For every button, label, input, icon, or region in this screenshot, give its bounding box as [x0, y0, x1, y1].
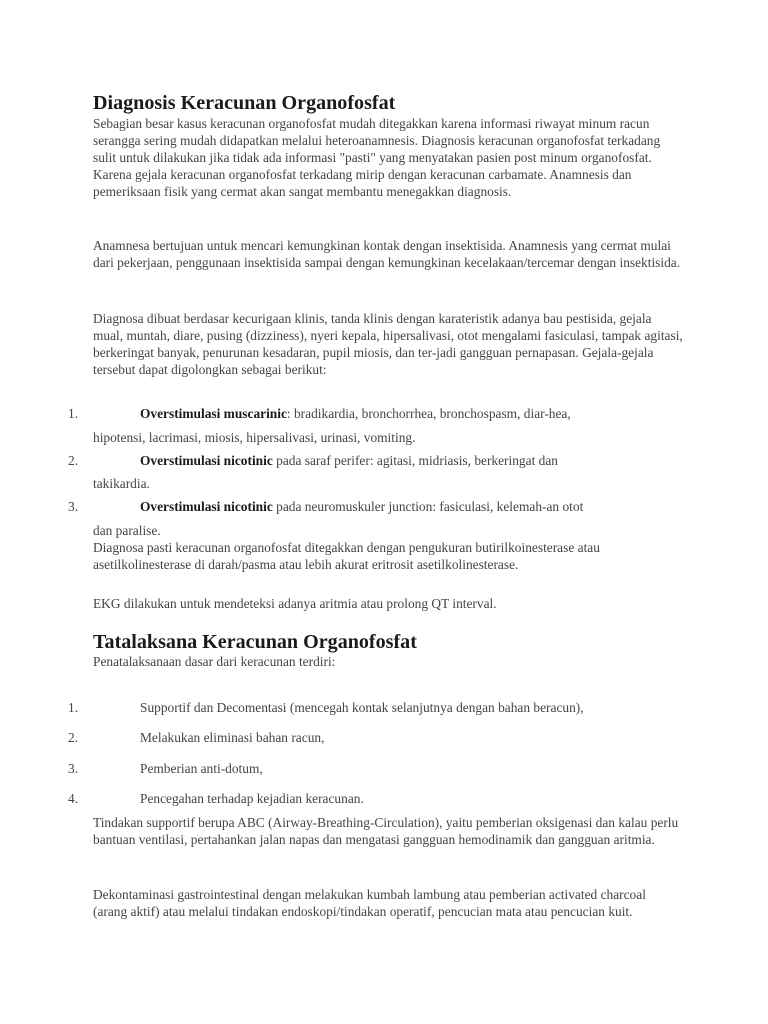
- paragraph-diagnosa-klinis: Diagnosa dibuat berdasar kecurigaan klinis, tanda klinis dengan karateristik adanya bau pestisida, gejala mual, muntah, diare, pusing (dizziness), nyeri kepala, hipersalivasi, otot mengalami fasiculasi, tampak agitasi, berkeringat banyak, penurunan kesadaran, pupil miosis, dan ter-jadi gangguan pernapasan. Gejala-gejala tersebut dapat digolongkan sebagai berikut:: [93, 311, 683, 377]
- list-number: 1.: [68, 700, 79, 715]
- list-item-continuation: takikardia.: [93, 476, 150, 491]
- section-heading-diagnosis: Diagnosis Keracunan Organofosfat: [93, 92, 396, 114]
- list-item: [0, 699, 768, 716]
- list-item: [0, 760, 768, 777]
- list-number: 4.: [68, 791, 79, 806]
- list-bold-term: Overstimulasi muscarinic: [140, 406, 287, 421]
- list-text: Supportif dan Decomentasi (mencegah kontak selanjutnya dengan bahan beracun),: [140, 700, 584, 715]
- list-item: [0, 452, 768, 469]
- paragraph-ekg: EKG dilakukan untuk mendeteksi adanya aritmia atau prolong QT interval.: [93, 596, 497, 611]
- paragraph-dekontaminasi: Dekontaminasi gastrointestinal dengan melakukan kumbah lambung atau pemberian activated charcoal (arang aktif) atau melalui tindakan endoskopi/tindakan operatif, pencucian mata atau pencucian kuit.: [93, 887, 646, 919]
- list-text: pada neuromuskuler junction: fasiculasi, kelemah-an otot: [272, 499, 584, 514]
- list-number: 2.: [68, 453, 79, 468]
- list-text: : bradikardia, bronchorrhea, bronchospasm, diar-hea,: [286, 406, 571, 421]
- list-number: 3.: [68, 499, 79, 514]
- list-text: pada saraf perifer: agitasi, midriasis, berkeringat dan: [272, 453, 558, 468]
- list-number: 1.: [68, 406, 79, 421]
- list-item-continuation: dan paralise.: [93, 523, 161, 538]
- list-text: Melakukan eliminasi bahan racun,: [140, 730, 325, 745]
- list-item: [0, 790, 768, 807]
- paragraph-diagnosis-intro: Sebagian besar kasus keracunan organofosfat mudah ditegakkan karena informasi riwayat minum racun serangga sering mudah didapatkan melalui heteroanamnesis. Diagnosis keracunan organofosfat terkadang sulit untuk dilakukan jika tidak ada informasi "pasti" yang menyatakan pasien post minum organofosfat. Karena gejala keracunan organofosfat terkadang mirip dengan keracunan carbamate. Anamnesis dan pemeriksaan fisik yang cermat akan sangat membantu menegakkan diagnosis.: [93, 116, 661, 199]
- list-bold-term: Overstimulasi nicotinic: [140, 499, 273, 514]
- list-item: [0, 498, 768, 515]
- list-item-continuation: hipotensi, lacrimasi, miosis, hipersalivasi, urinasi, vomiting.: [93, 430, 416, 445]
- list-number: 2.: [68, 730, 79, 745]
- paragraph-penatalaksanaan: Penatalaksanaan dasar dari keracunan terdiri:: [93, 654, 336, 669]
- list-item: [0, 729, 768, 746]
- paragraph-tindakan-supportif: Tindakan supportif berupa ABC (Airway-Breathing-Circulation), yaitu pemberian oksigenasi dan kalau perlu bantuan ventilasi, pertahankan jalan napas dan mengatasi gangguan hemodinamik dan gangguan aritmia.: [93, 815, 679, 847]
- section-heading-tatalaksana: Tatalaksana Keracunan Organofosfat: [93, 631, 417, 653]
- paragraph-diagnosa-pasti: Diagnosa pasti keracunan organofosfat ditegakkan dengan pengukuran butirilkoinesterase atau asetilkolinesterase di darah/pasma atau lebih akurat eritrosit asetilkolinesterase.: [93, 540, 600, 572]
- list-number: 3.: [68, 761, 79, 776]
- list-item: [0, 405, 768, 422]
- paragraph-anamnesa: Anamnesa bertujuan untuk mencari kemungkinan kontak dengan insektisida. Anamnesis yang cermat mulai dari pekerjaan, penggunaan insektisida sampai dengan kemungkinan kecelakaan/tercemar dengan insektisida.: [93, 238, 681, 270]
- list-bold-term: Overstimulasi nicotinic: [140, 453, 273, 468]
- list-text: Pemberian anti-dotum,: [140, 761, 263, 776]
- list-text: Pencegahan terhadap kejadian keracunan.: [140, 791, 364, 806]
